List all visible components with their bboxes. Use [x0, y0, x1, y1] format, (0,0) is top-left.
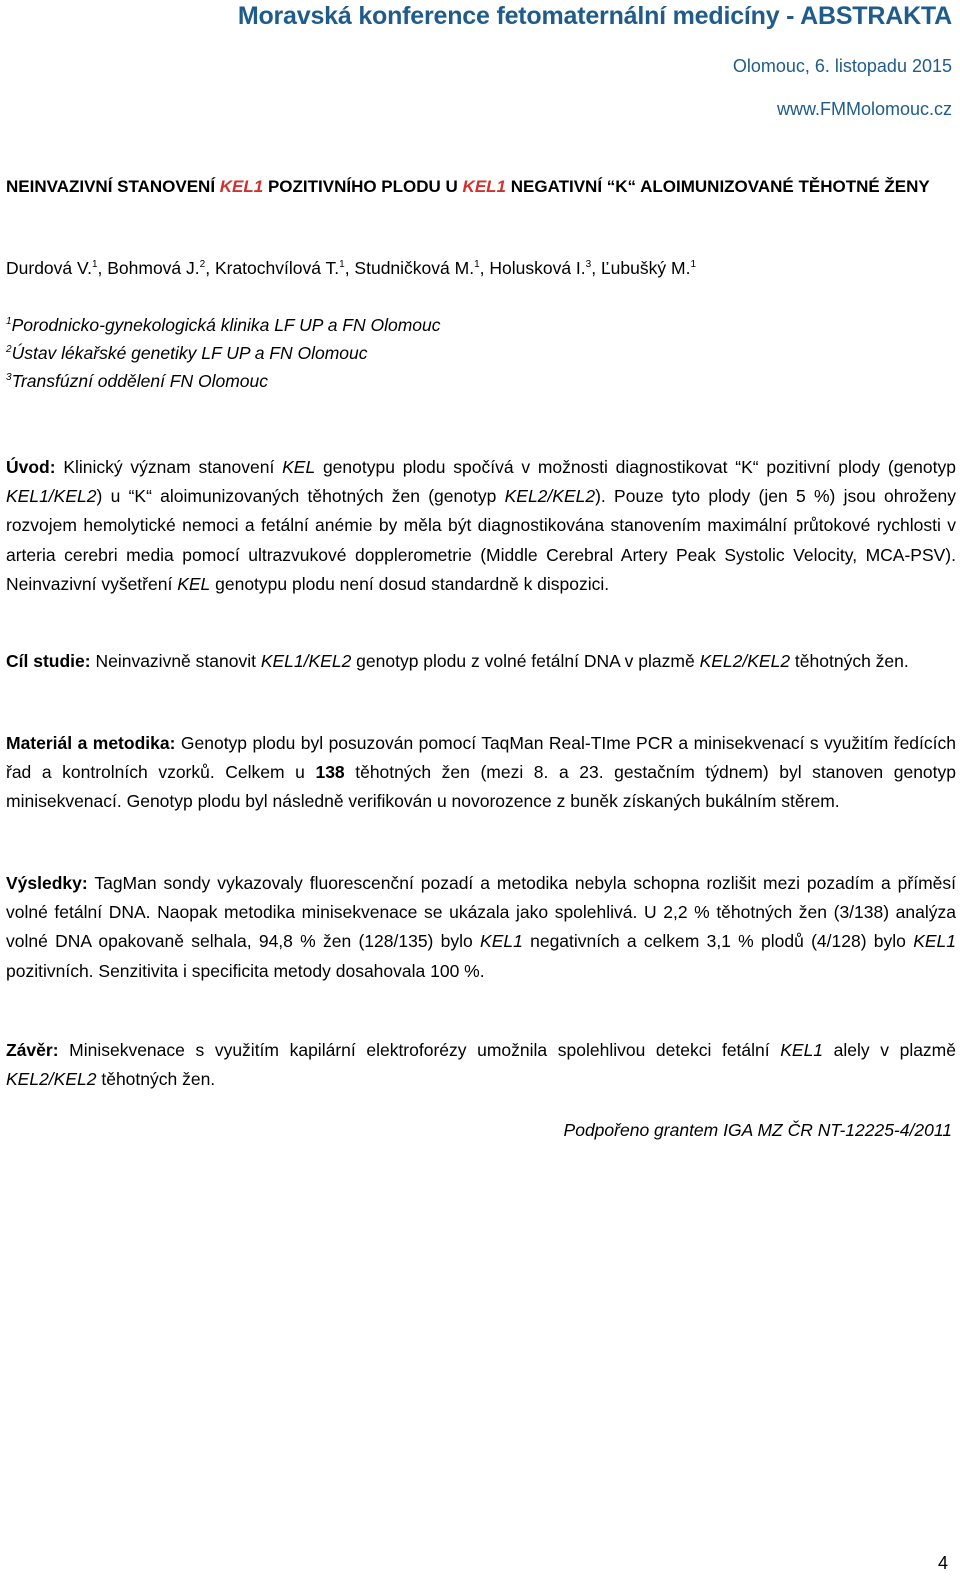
grant-acknowledgement: Podpořeno grantem IGA MZ ČR NT-12225-4/2011: [563, 1120, 952, 1140]
abstract-title: NEINVAZIVNÍ STANOVENÍ KEL1 POZITIVNÍHO PLODU U KEL1 NEGATIVNÍ “K“ ALOIMUNIZOVANÉ TĚHOTNÉ ŽENY: [6, 177, 930, 196]
author: Bohmová J.: [107, 258, 200, 278]
affiliation: $^2$Ústav lékařské genetiky LF UP a FN Olomouc: [6, 343, 368, 363]
section-introduction: Úvod: Klinický význam stanovení KEL genotypu plodu spočívá v možnosti diagnostikovat “K“ pozitivní plody (genotyp KEL1/KEL2) u “K“ aloimunizovaných těhotných žen (genotyp KEL2/KEL2). Pouze tyto plody (jen 5 %) jsou ohroženy rozvojem hemolytické nemoci a fetální anémie by měla být diagnostikována stanovením maximální průtokové rychlosti v arteria cerebri media pomocí ultrazvukové dopplerometrie (Middle Cerebral Artery Peak Systolic Velocity, MCA-PSV). Neinvazivní vyšetření KEL genotypu plodu není dosud standardně k dispozici.: [6, 457, 956, 594]
conference-website[interactable]: www.FMMolomouc.cz: [776, 99, 952, 119]
section-label: Materiál a metodika:: [6, 733, 176, 753]
author: Studničková M.: [354, 258, 475, 278]
section-conclusion: Závěr: Minisekvenace s využitím kapilární elektroforézy umožnila spolehlivou detekci fetální KEL1 alely v plazmě KEL2/KEL2 těhotných žen.: [6, 1040, 956, 1090]
affiliations: [6, 311, 956, 395]
page-number: 4: [937, 1553, 948, 1573]
section-aim: Cíl studie: Neinvazivně stanovit KEL1/KEL2 genotyp plodu z volné fetální DNA v plazmě KEL2/KEL2 těhotných žen.: [6, 651, 909, 671]
section-label: Závěr:: [6, 1040, 59, 1060]
author: Durdová V.: [6, 258, 92, 278]
section-label: Úvod:: [6, 457, 56, 477]
conference-title: Moravská konference fetomaternální medicíny - ABSTRAKTA: [237, 2, 952, 30]
conference-location-date: Olomouc, 6. listopadu 2015: [732, 56, 952, 76]
section-methods: Materiál a metodika: Genotyp plodu byl posuzován pomocí TaqMan Real-TIme PCR a minisekvenací s využitím ředících řad a kontrolních vzorků. Celkem u 138 těhotných žen (mezi 8. a 23. gestačním týdnem) byl stanoven genotyp minisekvenací. Genotyp plodu byl následně verifikován u novorozence z buněk získaných bukálním stěrem.: [6, 733, 957, 812]
affiliation: $^3$Transfúzní oddělení FN Olomouc: [6, 371, 269, 391]
section-label: Výsledky:: [6, 873, 88, 893]
author: Holusková I.: [489, 258, 586, 278]
author: Kratochvílová T.: [214, 258, 340, 278]
section-label: Cíl studie:: [6, 651, 91, 671]
author-list: Durdová V.$^1$, Bohmová J.$^2$, Kratochvílová T.$^1$, Studničková M.$^1$, Holusková I.$^3$, Ľubušký M.$^1$: [6, 258, 696, 278]
affiliation: $^1$Porodnicko-gynekologická klinika LF UP a FN Olomouc: [6, 315, 441, 335]
section-results: Výsledky: TagMan sondy vykazovaly fluorescenční pozadí a metodika nebyla schopna rozlišit mezi pozadím a příměsí volné fetální DNA. Naopak metodika minisekvenace se ukázala jako spolehlivá. U 2,2 % těhotných žen (3/138) analýza volné DNA opakovaně selhala, 94,8 % žen (128/135) bylo KEL1 negativních a celkem 3,1 % plodů (4/128) bylo KEL1 pozitivních. Senzitivita i specificita metody dosahovala 100 %.: [6, 873, 956, 981]
author: Ľubušký M.: [600, 258, 691, 278]
